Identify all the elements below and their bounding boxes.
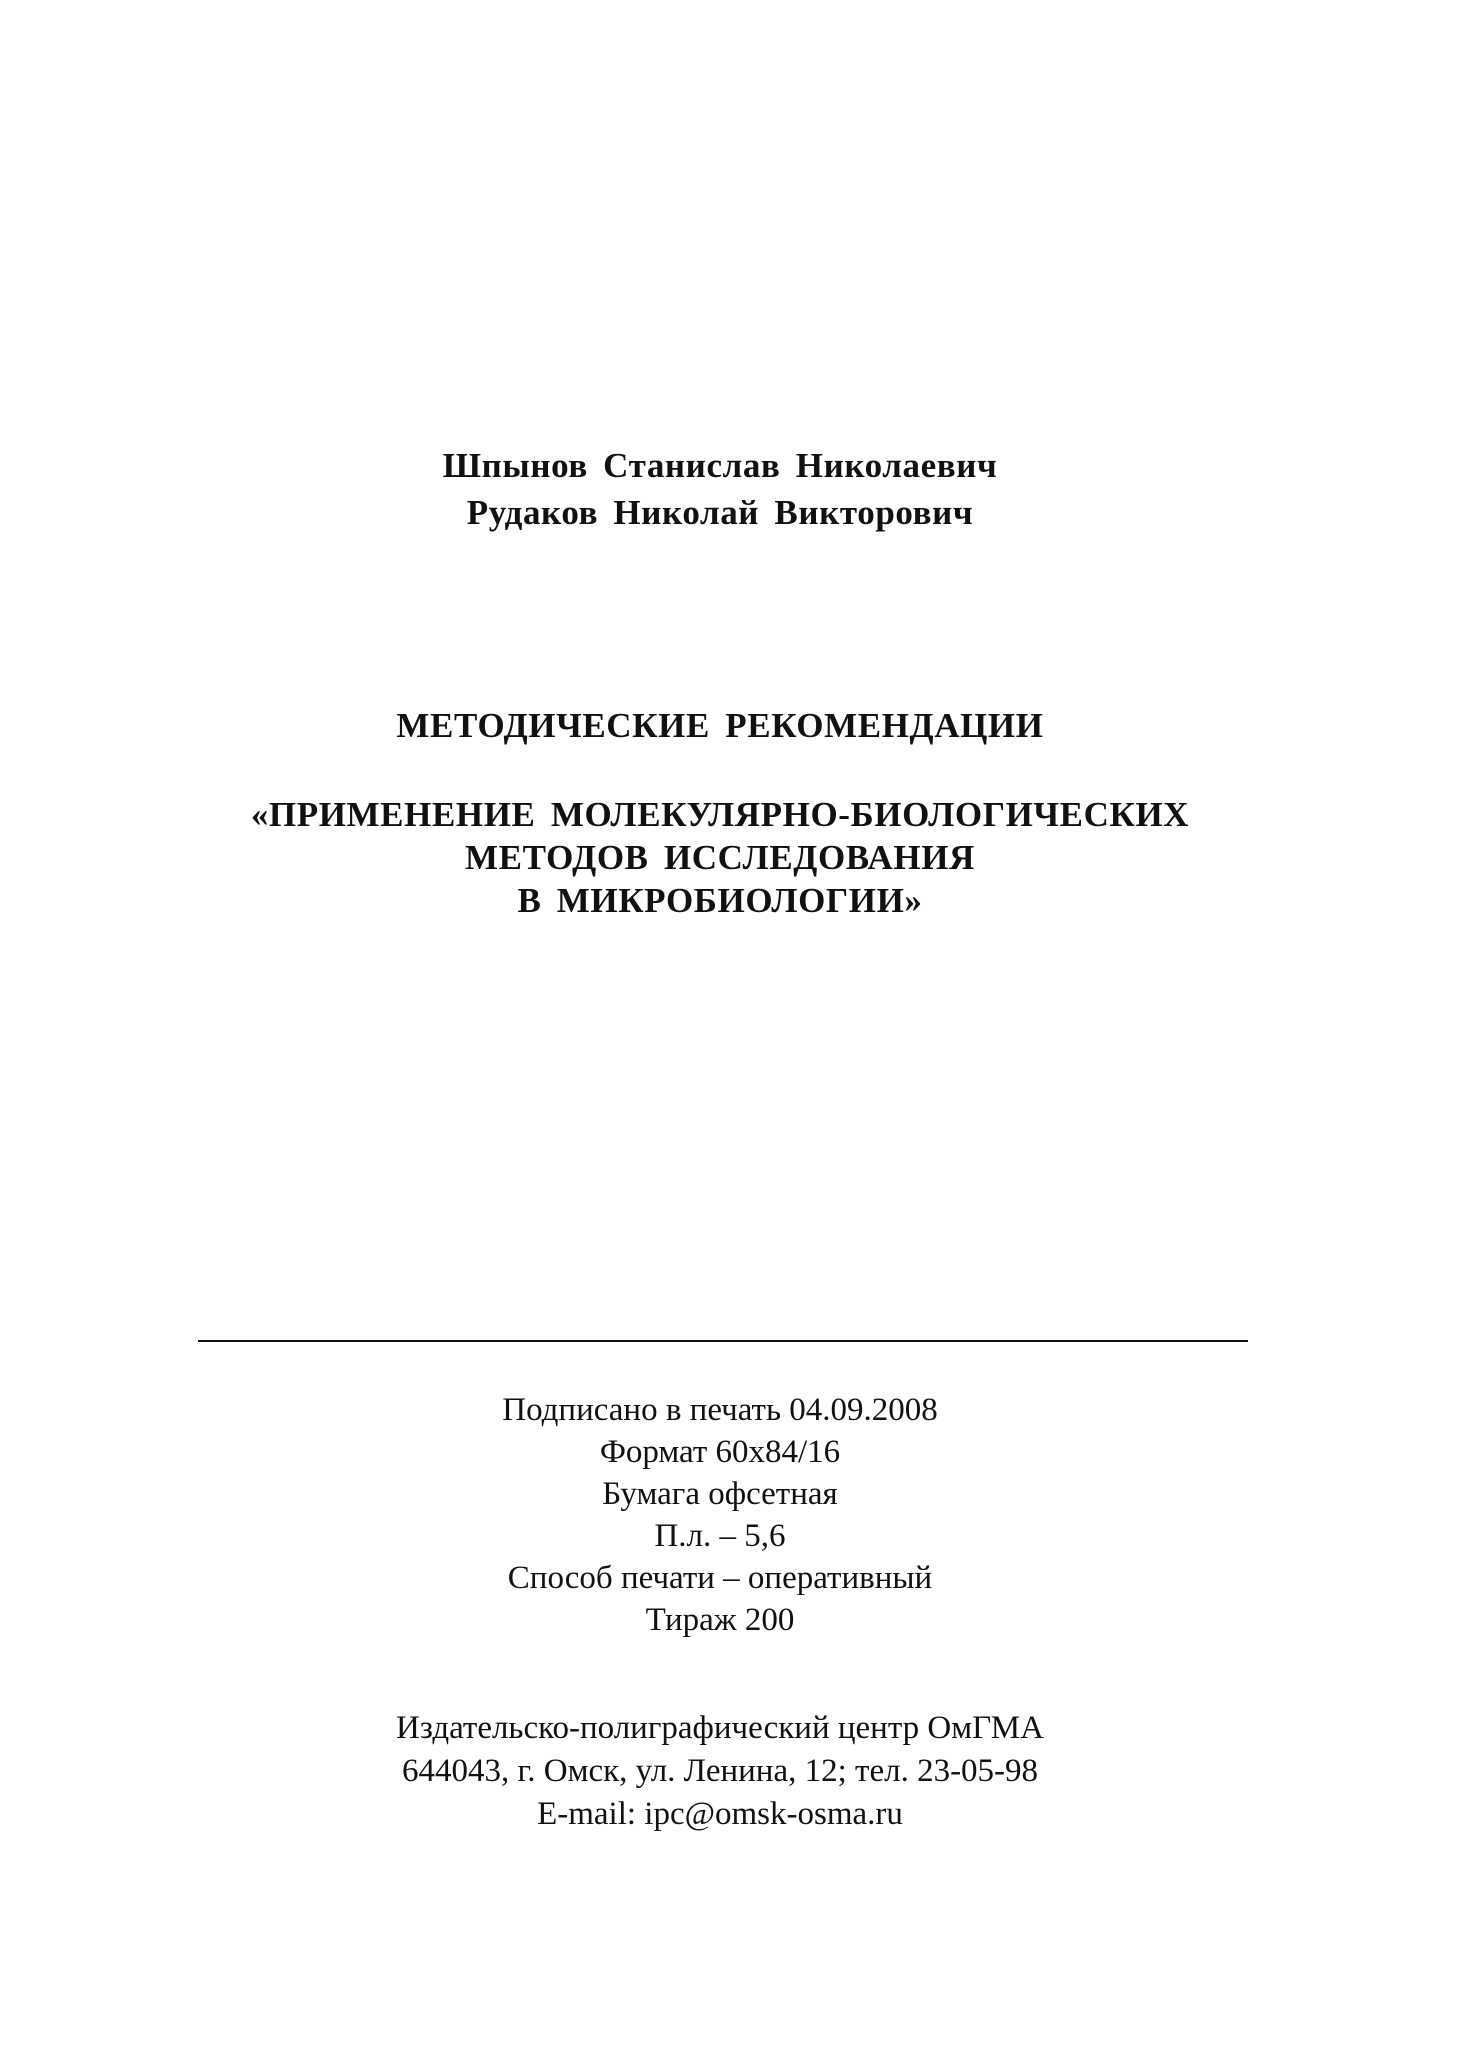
publisher-name: Издательско-полиграфический центр ОмГМА [396, 1710, 1044, 1746]
imprint-print-run: Тираж 200 [645, 1602, 795, 1638]
document-title-line: «ПРИМЕНЕНИЕ МОЛЕКУЛЯРНО-БИОЛОГИЧЕСКИХ [250, 795, 1190, 834]
author-name: Рудаков Николай Викторович [466, 493, 974, 532]
horizontal-divider [198, 1340, 1248, 1342]
imprint-print-method: Способ печати – оперативный [507, 1560, 933, 1596]
document-type: МЕТОДИЧЕСКИЕ РЕКОМЕНДАЦИИ [396, 706, 1044, 745]
document-type-heading [0, 702, 1440, 749]
imprint-format: Формат 60х84/16 [599, 1434, 841, 1470]
publisher-address: 644043, г. Омск, ул. Ленина, 12; тел. 23-05-98 [401, 1753, 1039, 1789]
imprint-signed-date: Подписано в печать 04.09.2008 [502, 1392, 938, 1428]
document-title-line: МЕТОДОВ ИССЛЕДОВАНИЯ [465, 838, 975, 877]
author-name: Шпынов Станислав Николаевич [442, 446, 998, 485]
imprint-paper: Бумага офсетная [602, 1476, 838, 1512]
imprint-sheets: П.л. – 5,6 [654, 1518, 786, 1554]
publisher-email: E-mail: ipc@omsk-osma.ru [537, 1796, 903, 1832]
publisher-block [0, 1707, 1440, 1836]
document-title [0, 793, 1440, 922]
imprint-block [0, 1389, 1440, 1641]
document-title-line: В МИКРОБИОЛОГИИ» [517, 881, 923, 920]
authors-block [0, 442, 1440, 536]
